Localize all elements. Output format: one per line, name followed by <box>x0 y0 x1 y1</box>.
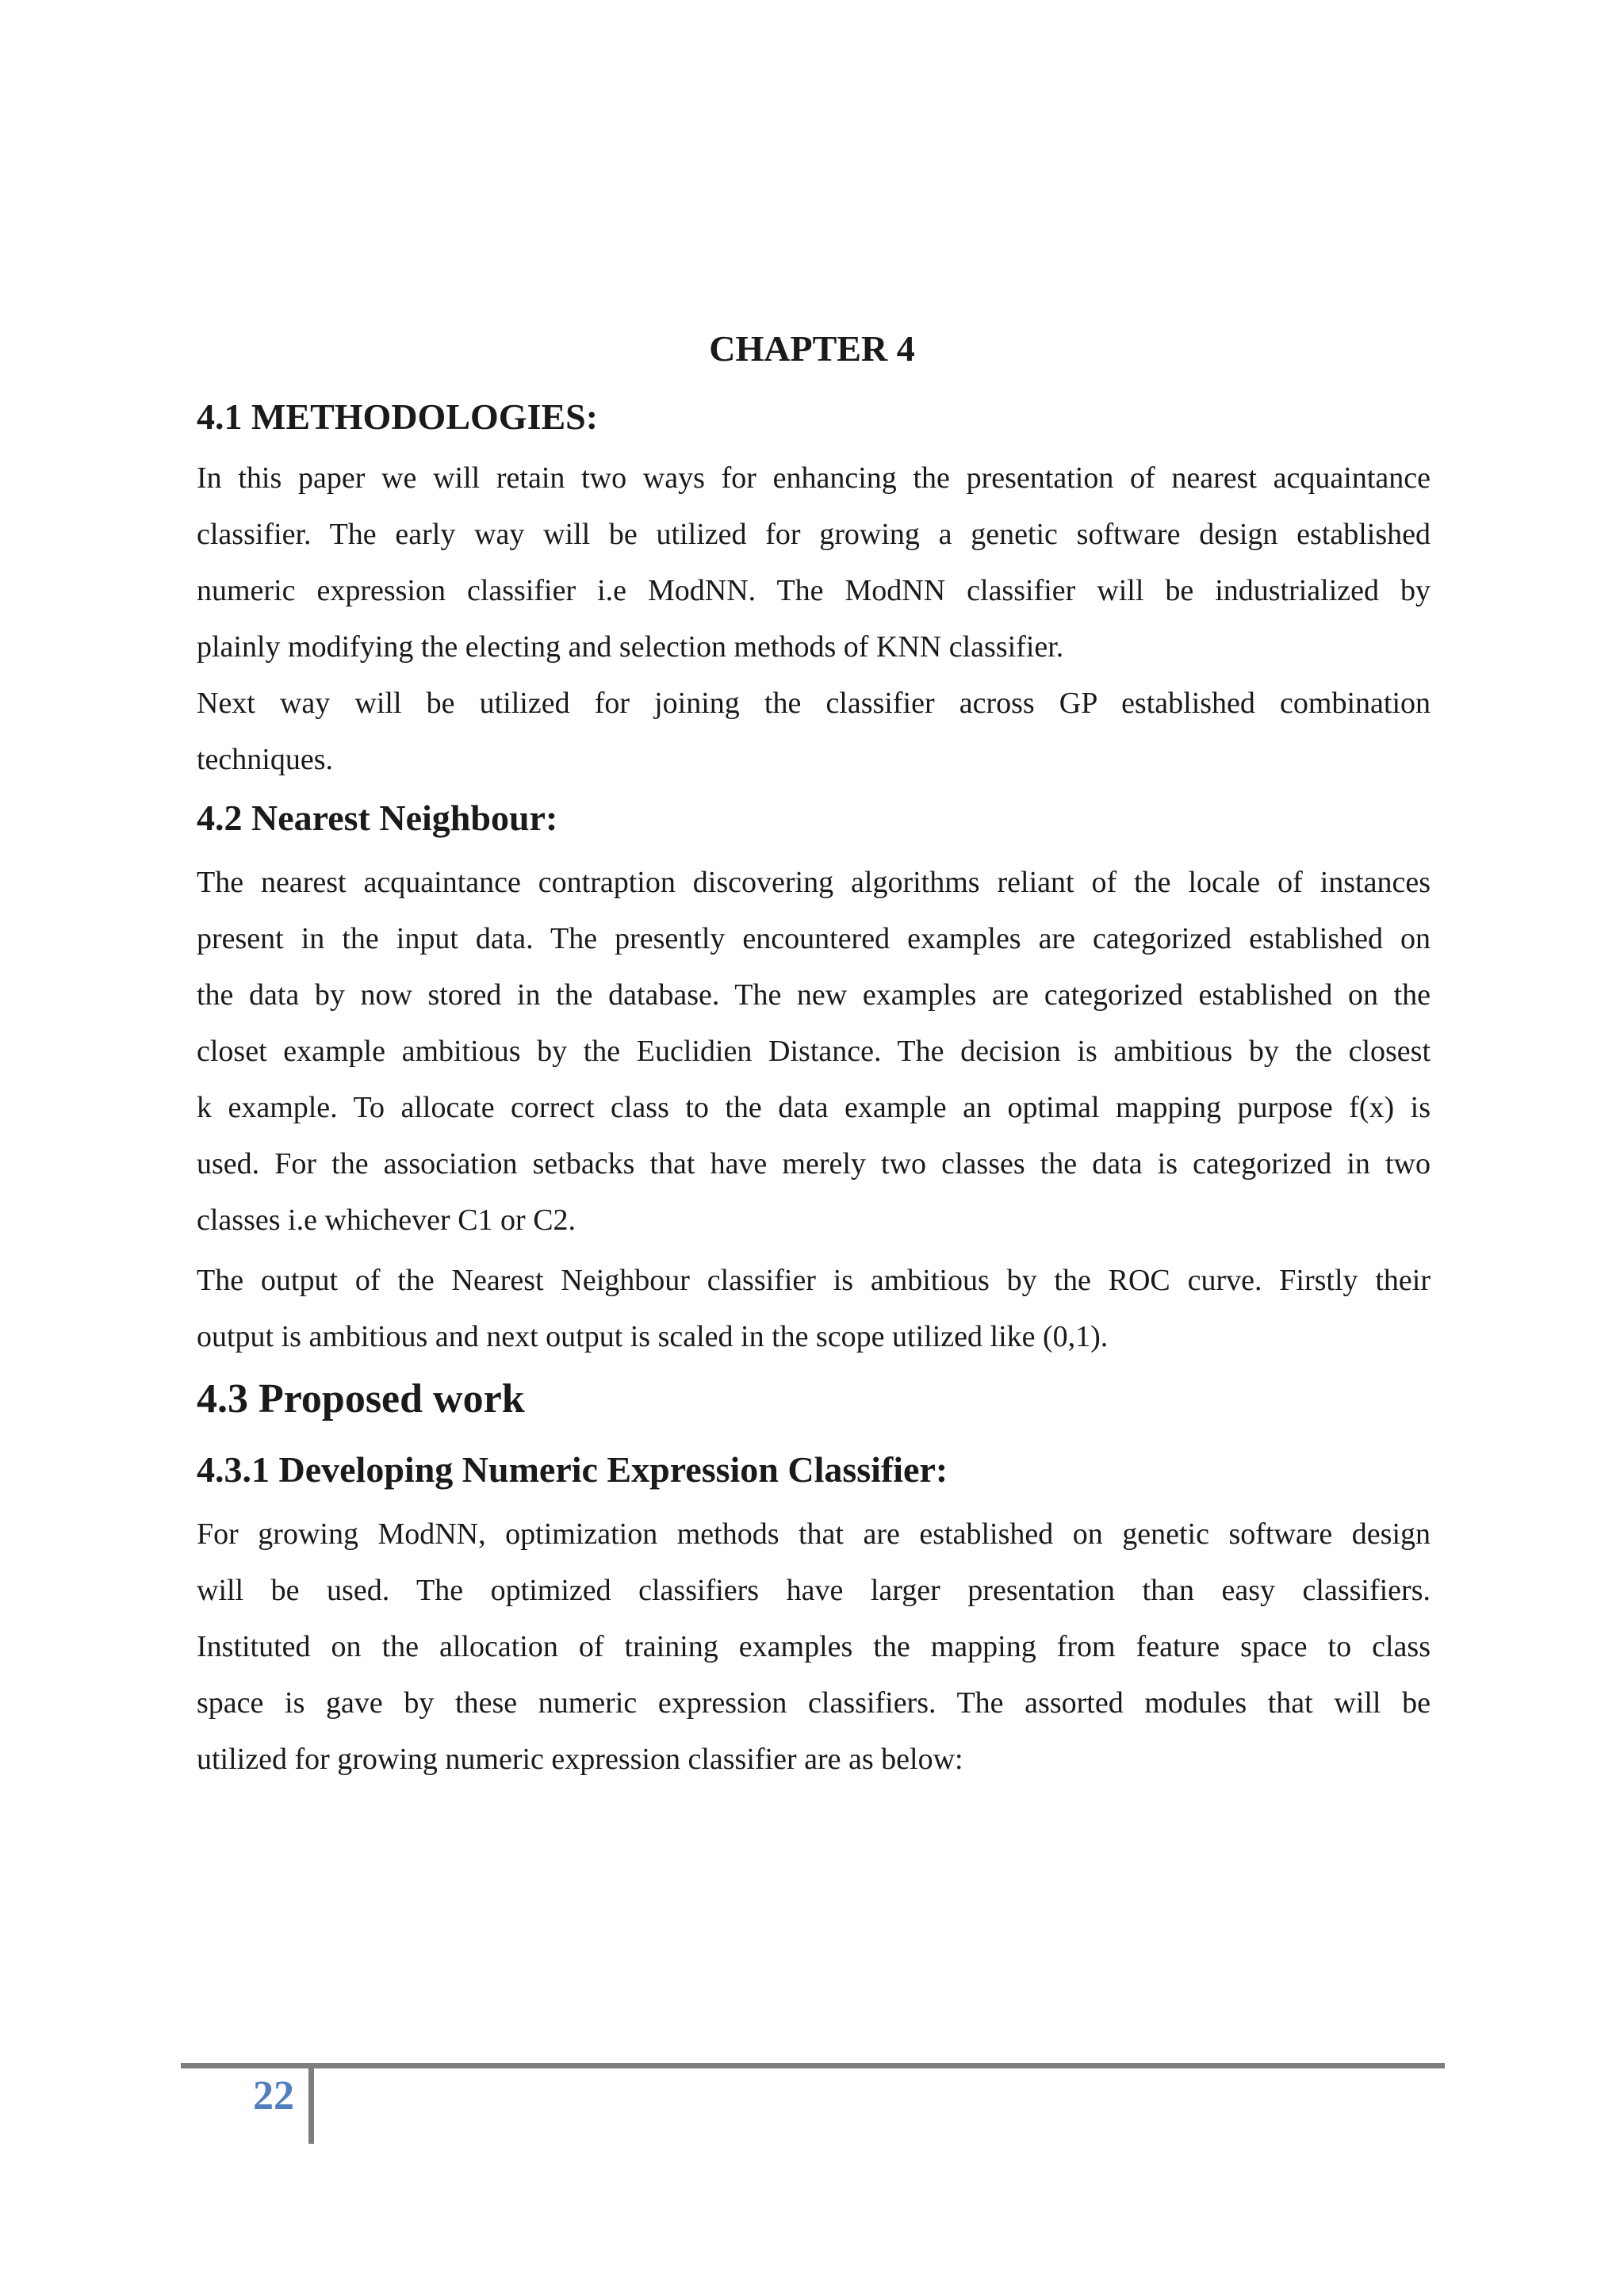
text-line: numeric expression classifier i.e ModNN. The ModNN classifier will be industrialized by <box>197 574 1431 607</box>
text-line: The output of the Nearest Neighbour classifier is ambitious by the ROC curve. Firstly their <box>197 1264 1431 1297</box>
text-line: classes i.e whichever C1 or C2. <box>197 1203 576 1237</box>
section-heading-nearest-neighbour: 4.2 Nearest Neighbour: <box>197 798 558 838</box>
text-line: For growing ModNN, optimization methods that are established on genetic software design <box>197 1517 1431 1551</box>
proposed-work-paragraph-1 <box>197 1506 1431 1788</box>
section-heading-methodologies: 4.1 METHODOLOGIES: <box>197 396 599 437</box>
text-line: space is gave by these numeric expression classifiers. The assorted modules that will be <box>197 1686 1431 1720</box>
text-line: the data by now stored in the database. The new examples are categorized established on the <box>197 978 1431 1012</box>
nearest-neighbour-paragraph-1 <box>197 855 1431 1249</box>
subsection-heading-numeric-expression-classifier: 4.3.1 Developing Numeric Expression Classifier: <box>197 1449 948 1490</box>
text-line: The nearest acquaintance contraption discovering algorithms reliant of the locale of instances <box>197 866 1431 899</box>
nearest-neighbour-paragraph-2 <box>197 1253 1431 1365</box>
section-heading-proposed-work: 4.3 Proposed work <box>197 1376 525 1422</box>
text-line: plainly modifying the electing and selection methods of KNN classifier. <box>197 630 1064 664</box>
chapter-title: CHAPTER 4 <box>709 328 915 369</box>
footer-vertical-rule <box>308 2064 314 2144</box>
page-number: 22 <box>253 2073 294 2118</box>
text-line: Next way will be utilized for joining the classifier across GP established combination <box>197 687 1431 720</box>
text-line: classifier. The early way will be utilized for growing a genetic software design established <box>197 518 1431 551</box>
text-line: techniques. <box>197 743 334 776</box>
text-line: output is ambitious and next output is scaled in the scope utilized like (0,1). <box>197 1320 1109 1353</box>
footer-rule <box>181 2063 1445 2068</box>
methodologies-paragraph-2 <box>197 675 1431 788</box>
text-line: utilized for growing numeric expression classifier are as below: <box>197 1743 963 1776</box>
text-line: k example. To allocate correct class to the data example an optimal mapping purpose f(x) is <box>197 1091 1431 1124</box>
text-line: closet example ambitious by the Euclidien Distance. The decision is ambitious by the closest <box>197 1035 1431 1068</box>
methodologies-paragraph-1 <box>197 450 1431 675</box>
text-line: Instituted on the allocation of training examples the mapping from feature space to class <box>197 1630 1431 1663</box>
text-line: In this paper we will retain two ways for enhancing the presentation of nearest acquaintance <box>197 461 1431 495</box>
text-line: present in the input data. The presently encountered examples are categorized established on <box>197 922 1431 955</box>
text-line: used. For the association setbacks that have merely two classes the data is categorized in two <box>197 1147 1431 1181</box>
text-line: will be used. The optimized classifiers have larger presentation than easy classifiers. <box>197 1574 1431 1607</box>
